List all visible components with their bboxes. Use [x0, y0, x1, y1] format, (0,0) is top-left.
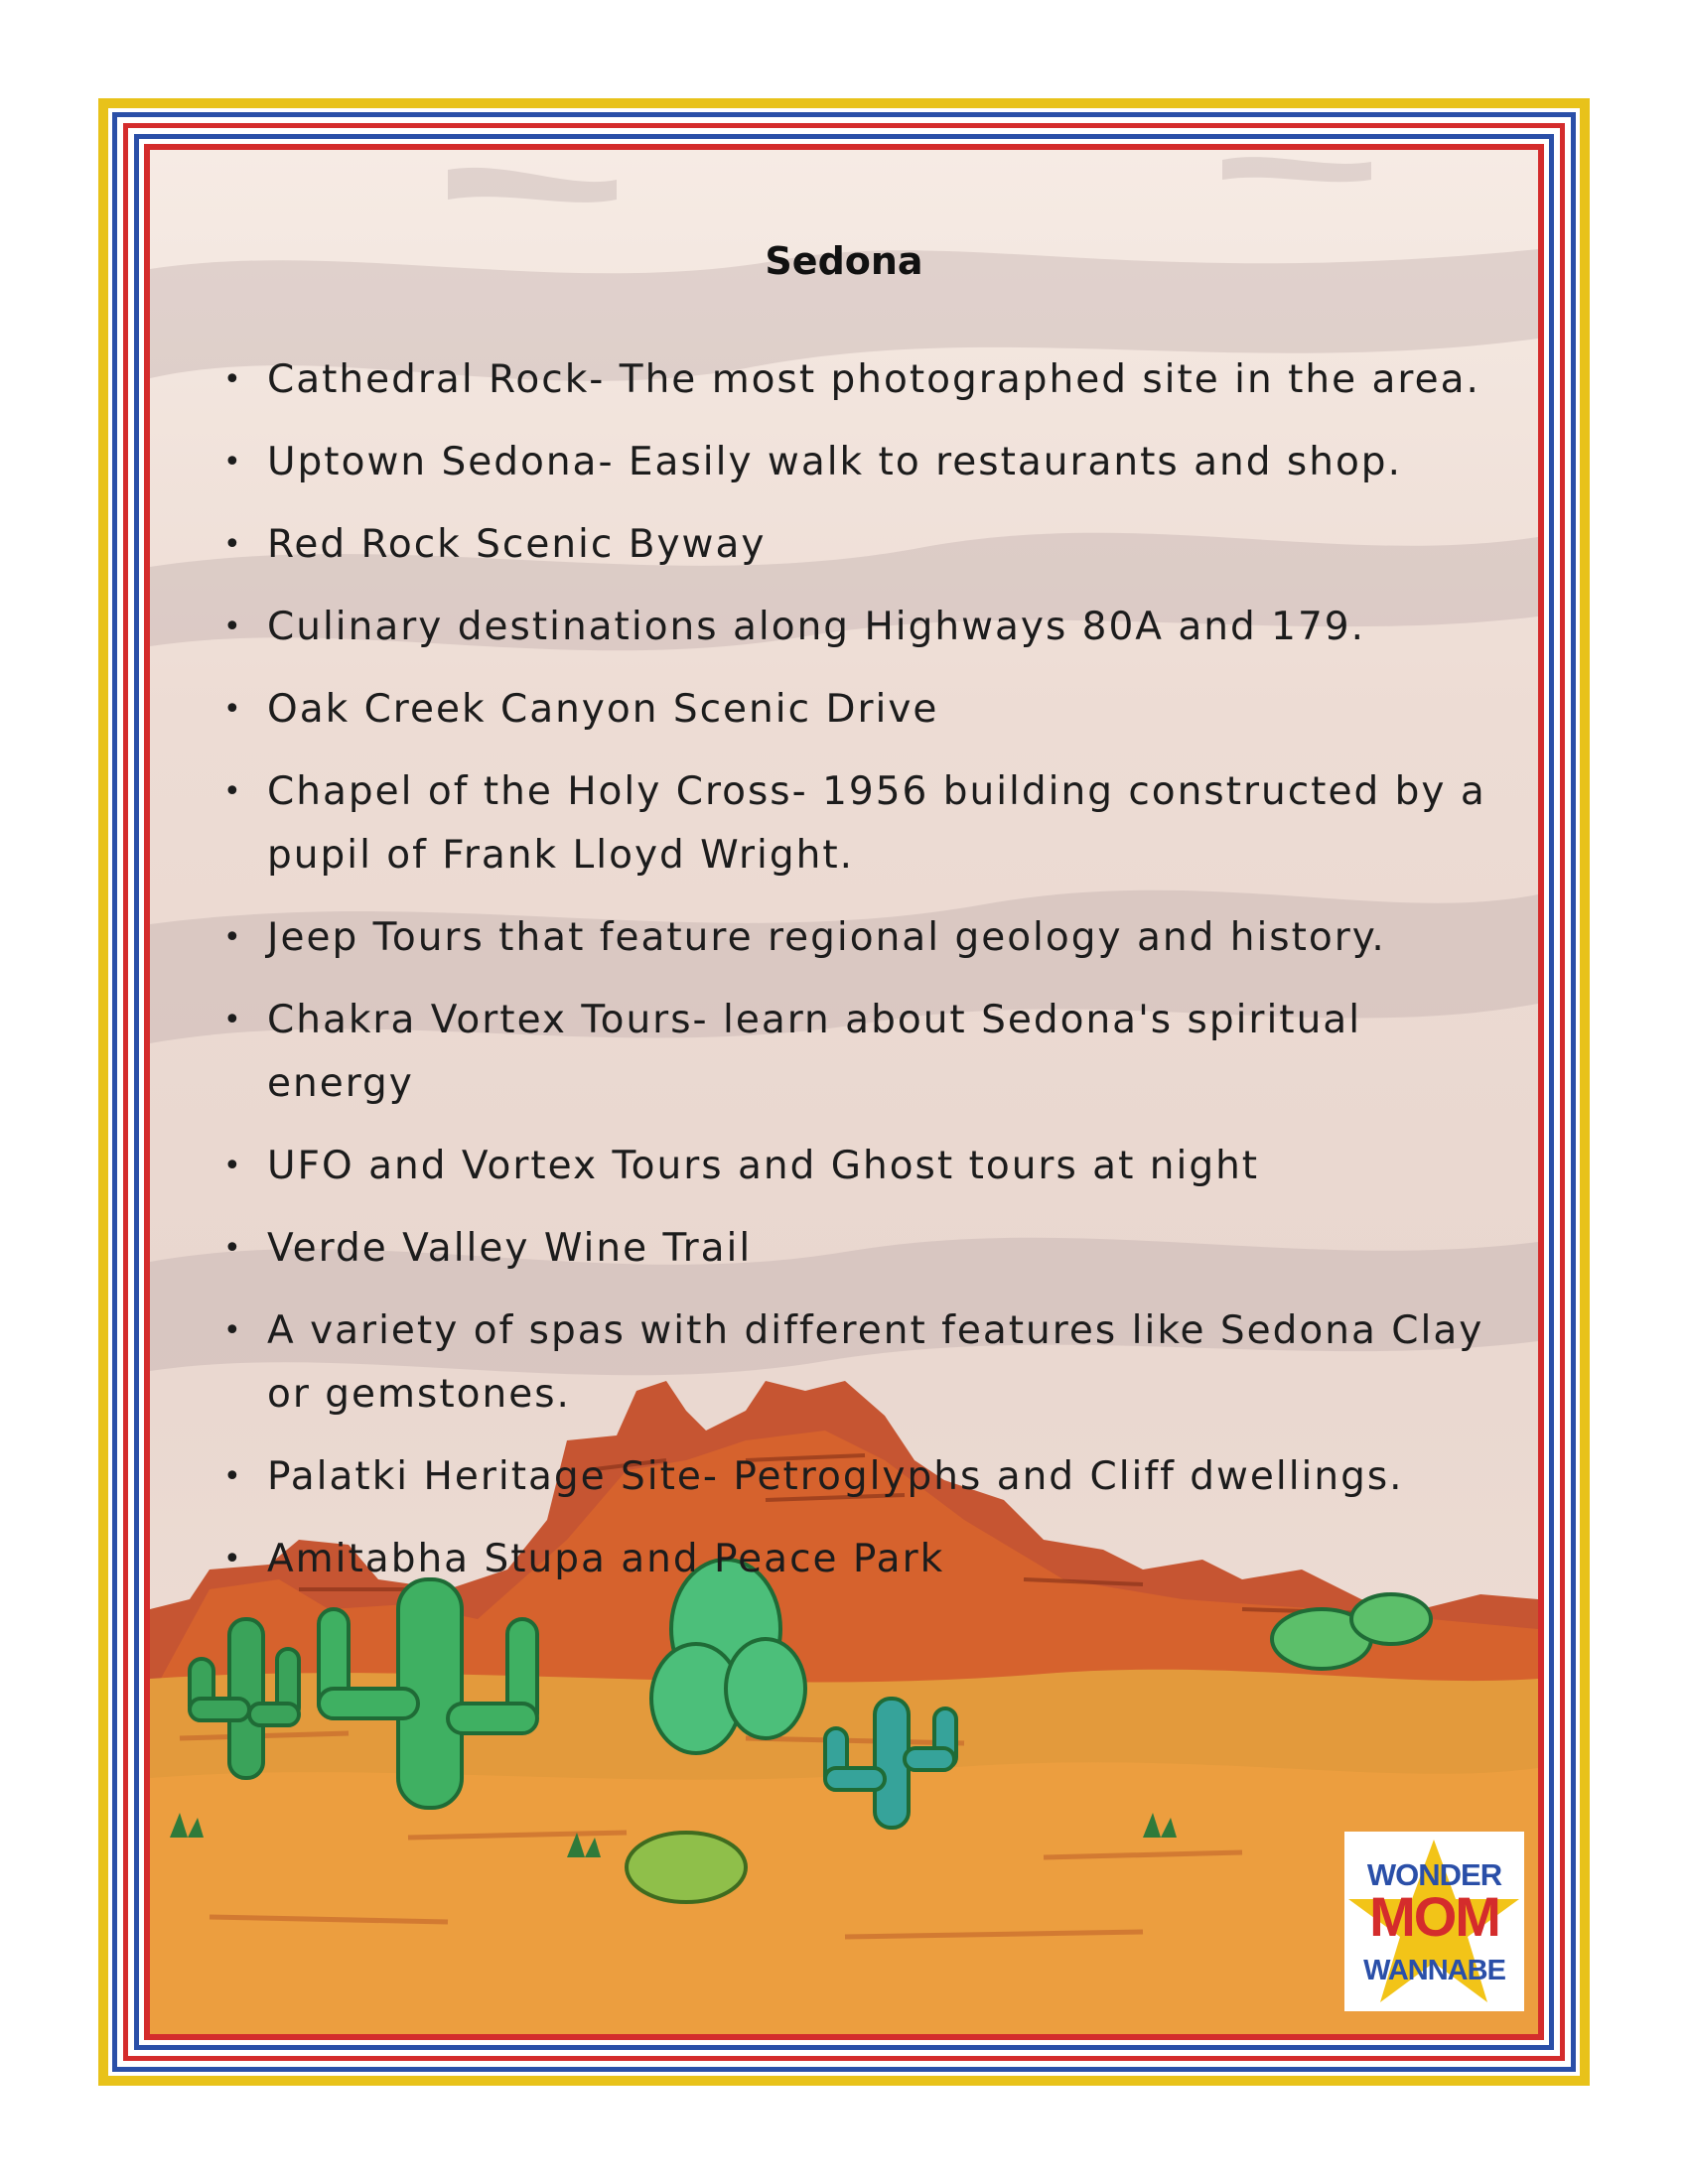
list-item: [210, 1135, 1500, 1198]
list-item-text: Uptown Sedona- Easily walk to restaurants and shop.: [267, 440, 1402, 484]
page-paper: [150, 150, 1538, 2034]
list-item: [210, 596, 1500, 659]
logo-line-wannabe: WANNABE: [1363, 1955, 1505, 1986]
logo-line-mom: MOM: [1369, 1885, 1499, 1948]
list-item-text: Chakra Vortex Tours- learn about Sedona's spiritual energy: [267, 998, 1362, 1106]
list-item: [210, 1299, 1500, 1427]
list-item-text: Culinary destinations along Highways 80A and 179.: [267, 605, 1365, 649]
list-item-text: UFO and Vortex Tours and Ghost tours at night: [267, 1144, 1260, 1188]
bullet-icon: •: [223, 445, 243, 479]
bullet-icon: •: [223, 692, 243, 727]
list-item: [210, 989, 1500, 1116]
list-item-text: Cathedral Rock- The most photographed site in the area.: [267, 357, 1480, 402]
bush: [627, 1833, 746, 1902]
page-title: Sedona: [765, 239, 923, 283]
bullet-icon: •: [223, 1313, 243, 1348]
list-item-text: Oak Creek Canyon Scenic Drive: [267, 687, 939, 732]
bullet-icon: •: [223, 1149, 243, 1183]
bullet-icon: •: [223, 527, 243, 562]
wonder-mom-wannabe-logo: [1344, 1832, 1524, 2011]
bullet-icon: •: [223, 1459, 243, 1494]
attractions-list: [210, 348, 1500, 1610]
list-item-text: Palatki Heritage Site- Petroglyphs and Cliff dwellings.: [267, 1454, 1404, 1499]
list-item: [210, 906, 1500, 970]
bullet-icon: •: [223, 1231, 243, 1266]
bullet-icon: •: [223, 362, 243, 397]
bullet-icon: •: [223, 610, 243, 644]
list-item-text: Red Rock Scenic Byway: [267, 522, 767, 567]
list-item: [210, 1528, 1500, 1591]
list-item: [210, 1217, 1500, 1281]
list-item-text: Verde Valley Wine Trail: [267, 1226, 753, 1271]
list-item: [210, 760, 1500, 887]
list-item: [210, 513, 1500, 577]
bullet-icon: •: [223, 1542, 243, 1576]
bullet-icon: •: [223, 774, 243, 809]
list-item-text: Amitabha Stupa and Peace Park: [267, 1537, 945, 1581]
list-item: [210, 431, 1500, 494]
list-item-text: Jeep Tours that feature regional geology and history.: [267, 915, 1386, 960]
list-item: [210, 348, 1500, 412]
list-item-text: Chapel of the Holy Cross- 1956 building constructed by a pupil of Frank Lloyd Wright.: [267, 769, 1486, 878]
list-item: [210, 678, 1500, 742]
logo-line-wonder: WONDER: [1366, 1857, 1502, 1892]
bullet-icon: •: [223, 920, 243, 955]
list-item-text: A variety of spas with different features like Sedona Clay or gemstones.: [267, 1308, 1484, 1417]
bullet-icon: •: [223, 1003, 243, 1037]
list-item: [210, 1445, 1500, 1509]
